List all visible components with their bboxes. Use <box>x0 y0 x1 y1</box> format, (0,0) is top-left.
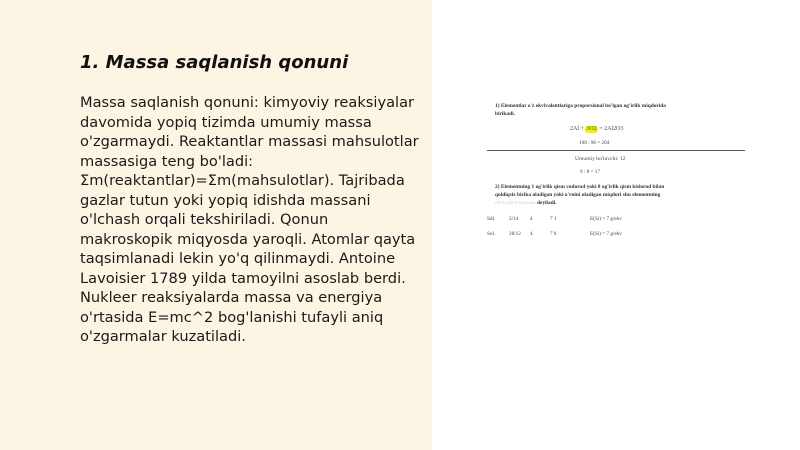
divider-line <box>487 150 745 151</box>
solution-label: Sol. <box>487 231 496 237</box>
solution-value: 7 8 <box>550 231 557 237</box>
simplified-ratio: 9 : 8 = 17 <box>580 169 600 175</box>
solution-result: E(Si) = 7 g/ekv <box>590 216 622 222</box>
faded-term: ekvivalent massasi <box>495 200 536 206</box>
solution-valence: 4 <box>530 231 533 237</box>
question-1-line-2: birikadi. <box>495 111 515 117</box>
highlighted-term: 3O2 <box>586 126 597 132</box>
equation-right: = 2Al2O3 <box>599 126 624 132</box>
solution-row <box>487 216 745 224</box>
mass-ratio-row: 108 : 96 = 204 <box>579 140 610 146</box>
solution-row <box>487 231 745 239</box>
question-2-line-3 <box>495 200 745 207</box>
equation-left: 2Al + <box>570 126 584 132</box>
solution-label: Sdl. <box>487 216 496 222</box>
slide-body-text: Massa saqlanish qonuni: kimyoviy reaksiyalar davomida yopiq tizimda umumiy massa o'zgarmaydi. Reaktantlar massasi mahsulotlar massasiga teng bo'ladi: Σm(reaktantlar)=Σm(mahsulotlar). Tajribada gazlar tutun yoki yopiq idishda massani o'lchash orqali tekshiriladi. Qonun makroskopik miqyosda yaroqli. Atomlar qayta taqsimlanadi lekin yo'q qilinmaydi. Antoine Lavoisier 1789 yilda tamoyilni asoslab berdi. Nukleer reaksiyalarda massa va energiya o'rtasida E=mc^2 bog'lanishi tufayli aniq o'zgarmalar kuzatiladi. <box>80 94 419 345</box>
solution-value: 7 1 <box>550 216 557 222</box>
solution-fraction: 28/12 <box>509 231 521 237</box>
question-2-line-1: Elementning 1 og'irlik qism vodorod yoki 8 og'irlik qism kislorod bilan <box>500 184 665 190</box>
question-2-tail: deyiladi. <box>536 200 557 206</box>
common-divisor: Umumiy bo'luvchi: 12 <box>575 156 626 162</box>
slide-title: 1. Massa saqlanish qonuni <box>80 52 349 73</box>
question-2-number: 2) <box>495 184 500 190</box>
question-1-text <box>495 103 745 110</box>
question-2-line-2: qoldiqsiz birika oladigan yoki o'rnini oladigan miqdori shu elementning <box>495 192 661 198</box>
solution-fraction: 2/14 <box>509 216 519 222</box>
solution-valence: 4 <box>530 216 533 222</box>
reaction-equation <box>570 126 623 133</box>
solution-result: E(Si) = 7 g/ekv <box>590 231 622 237</box>
question-1-line-1: Elementlar o'z ekvivalentlariga proporsional bo'lgan og'irlik miqdorida <box>500 103 666 109</box>
slide-image-panel <box>432 0 800 450</box>
question-1-number: 1) <box>495 103 500 109</box>
question-2-text <box>495 184 745 191</box>
